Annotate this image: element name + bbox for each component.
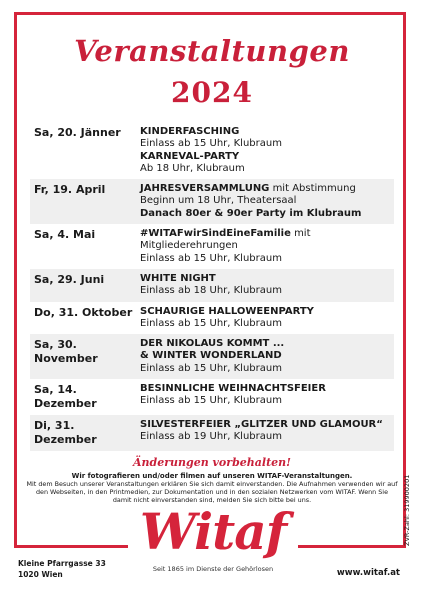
event-name: SCHAURIGE HALLOWEENPARTY	[140, 305, 314, 317]
event-info: mit Abstimmung	[269, 183, 356, 195]
event-row	[30, 302, 394, 335]
event-line	[140, 395, 394, 407]
address-street: Kleine Pfarrgasse 33	[18, 559, 106, 568]
logo-tagline: Seit 1865 im Dienste der Gehörlosen	[152, 565, 274, 573]
page-year: 2024	[171, 76, 253, 109]
event-name: SILVESTERFEIER „GLITZER UND GLAMOUR“	[140, 419, 383, 431]
event-name: BESINNLICHE WEIHNACHTSFEIER	[140, 383, 326, 395]
event-details	[140, 306, 394, 331]
event-row	[30, 334, 394, 379]
event-date: Sa, 29. Juni	[34, 272, 105, 286]
event-info: Einlass ab 18 Uhr, Klubraum	[140, 285, 282, 297]
event-line	[140, 431, 394, 443]
website-link[interactable]: www.witaf.at	[336, 568, 400, 578]
event-details	[140, 273, 394, 298]
event-details	[140, 338, 394, 375]
event-line	[140, 338, 394, 350]
event-info: Beginn um 18 Uhr, Theatersaal	[140, 195, 297, 207]
event-row	[30, 224, 394, 269]
event-details	[140, 126, 394, 175]
event-name: Danach 80er & 90er Party im Klubraum	[140, 207, 362, 219]
changes-notice: Änderungen vorbehalten!	[133, 456, 291, 469]
event-info: Einlass ab 15 Uhr, Klubraum	[140, 252, 282, 264]
photo-note: Wir fotografieren und/oder filmen auf unseren WITAF-Veranstaltungen.	[71, 472, 353, 480]
event-line	[140, 363, 394, 375]
address-city: 1020 Wien	[18, 570, 63, 579]
event-name: JAHRESVERSAMMLUNG	[140, 183, 270, 195]
event-info: Einlass ab 15 Uhr, Klubraum	[140, 395, 282, 407]
event-line	[140, 318, 394, 330]
event-name: DER NIKOLAUS KOMMT ...	[140, 338, 285, 350]
event-line	[140, 285, 394, 297]
event-details	[140, 419, 394, 447]
event-info: Einlass ab 19 Uhr, Klubraum	[140, 431, 282, 443]
event-line	[140, 183, 394, 195]
event-date: Sa, 4. Mai	[34, 228, 96, 242]
event-line	[140, 195, 394, 207]
event-line	[140, 253, 394, 265]
event-line	[140, 383, 394, 395]
event-row	[30, 415, 394, 451]
event-line	[140, 138, 394, 150]
event-list	[30, 122, 394, 451]
event-name: WHITE NIGHT	[140, 272, 216, 284]
address	[18, 558, 106, 580]
event-info: Ab 18 Uhr, Klubraum	[140, 162, 245, 174]
event-row	[30, 379, 394, 415]
event-date: Sa, 20. Jänner	[34, 126, 121, 139]
event-line	[140, 126, 394, 138]
event-row	[30, 122, 394, 179]
consent-note: Mit dem Besuch unserer Veranstaltungen erklären Sie sich damit einverstanden. Die Aufnahmen verwenden wir auf den Webseiten, in den Printmedien, zur Dokumentation und in den sozialen Netzwerken vom WITAF. Wenn Sie damit nicht einverstanden sind, melden Sie sich bitte bei uns.	[26, 480, 398, 504]
event-date: Di, 31. Dezember	[34, 419, 97, 447]
event-name: #WITAFwirSindEineFamilie	[140, 228, 291, 240]
event-details	[140, 383, 394, 411]
event-line	[140, 163, 394, 175]
event-line	[140, 419, 394, 431]
event-name: KINDERFASCHING	[140, 126, 240, 137]
event-info: Einlass ab 15 Uhr, Klubraum	[140, 362, 282, 374]
event-name: KARNEVAL-PARTY	[140, 150, 240, 162]
event-line	[140, 228, 394, 253]
event-line	[140, 273, 394, 285]
event-details	[140, 183, 394, 220]
event-date: Fr, 19. April	[34, 183, 106, 197]
event-row	[30, 269, 394, 302]
event-name: & WINTER WONDERLAND	[140, 350, 282, 362]
page-title: Veranstaltungen	[74, 34, 350, 68]
event-info: Einlass ab 15 Uhr, Klubraum	[140, 138, 282, 150]
zvr-number: ZVR-Zahl: 319900201	[403, 474, 411, 546]
event-details	[140, 228, 394, 265]
event-date: Do, 31. Oktober	[34, 305, 133, 319]
event-line	[140, 350, 394, 362]
event-line	[140, 306, 394, 318]
event-line	[140, 208, 394, 220]
event-line	[140, 151, 394, 163]
event-date: Sa, 30. November	[34, 338, 98, 366]
event-info: Einlass ab 15 Uhr, Klubraum	[140, 317, 282, 329]
witaf-logo: Witaf	[128, 506, 298, 558]
event-date: Sa, 14. Dezember	[34, 383, 97, 411]
event-row	[30, 179, 394, 224]
event-info: mit Mitgliederehrungen	[140, 228, 311, 252]
